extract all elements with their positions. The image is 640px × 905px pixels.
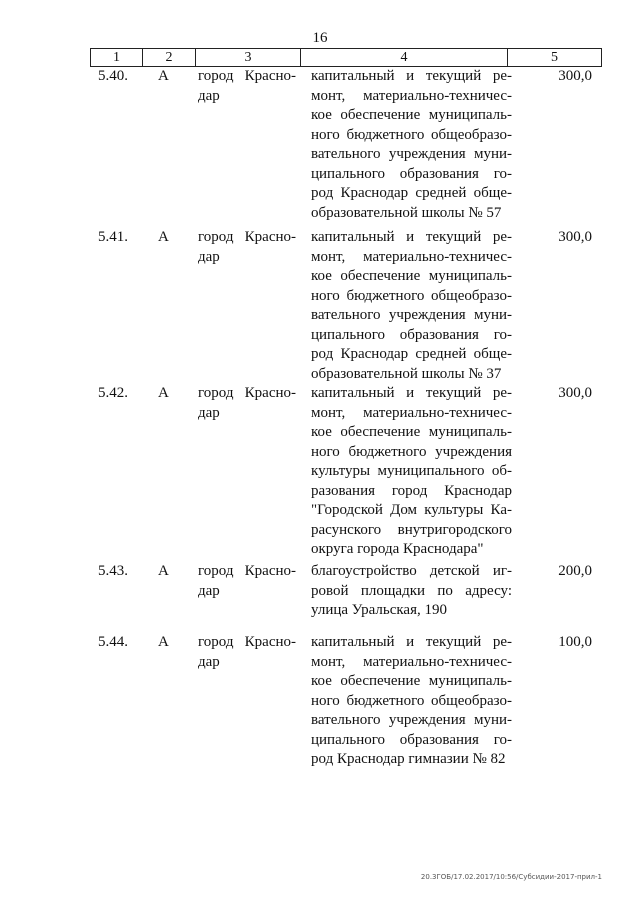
description-line: ного бюджетного учреждения <box>311 443 512 460</box>
description-line: ципального образования го- <box>311 731 512 748</box>
row-description <box>311 633 512 770</box>
place-line-2: дар <box>198 404 220 421</box>
row-number: 5.41. <box>98 229 128 245</box>
description-line: кое обеспечение муниципаль- <box>311 107 512 123</box>
description-line: род Краснодар средней обще- <box>311 185 512 201</box>
description-line: образовательной школы № 37 <box>311 365 502 382</box>
row-code: А <box>158 68 169 84</box>
row-amount: 300,0 <box>558 68 592 84</box>
description-line: культуры муниципального об- <box>311 463 512 479</box>
place-word-2: Красно- <box>244 229 296 245</box>
description-line: кое обеспечение муниципаль- <box>311 268 512 284</box>
description-line: расунского внутригородского <box>311 521 512 538</box>
place-line-2: дар <box>198 653 220 670</box>
description-line: монт, материально-техничес- <box>311 404 512 421</box>
row-number: 5.44. <box>98 634 128 650</box>
description-line: ципального образования го- <box>311 326 512 343</box>
header-col-5: 5 <box>551 50 558 65</box>
row-place <box>198 228 296 267</box>
row-code: А <box>158 229 169 245</box>
description-line: ного бюджетного общеобразо- <box>311 126 512 143</box>
place-line-2: дар <box>198 248 220 265</box>
row-number: 5.43. <box>98 563 128 579</box>
row-place <box>198 67 296 106</box>
row-number: 5.40. <box>98 68 128 84</box>
table-header <box>90 48 602 67</box>
description-line: кое обеспечение муниципаль- <box>311 424 512 440</box>
row-code: А <box>158 563 169 579</box>
row-place <box>198 633 296 672</box>
description-line: вательного учреждения муни- <box>311 146 512 162</box>
row-amount: 200,0 <box>558 563 592 579</box>
row-number: 5.42. <box>98 385 128 401</box>
description-line: род Краснодар гимназии № 82 <box>311 751 506 767</box>
description-line: ного бюджетного общеобразо- <box>311 692 512 709</box>
description-line: капитальный и текущий ре- <box>311 385 512 401</box>
header-col-3: 3 <box>196 49 301 66</box>
description-line: капитальный и текущий ре- <box>311 229 512 245</box>
place-word-1: город <box>198 563 234 579</box>
description-line: "Городской Дом культуры Ка- <box>311 502 512 518</box>
description-line: монт, материально-техничес- <box>311 87 512 104</box>
description-line: ровой площадки по адресу: <box>311 582 512 599</box>
row-description <box>311 228 512 384</box>
description-line: образовательной школы № 57 <box>311 204 502 221</box>
place-word-1: город <box>198 385 234 401</box>
description-line: улица Уральская, 190 <box>311 602 447 618</box>
page-number: 16 <box>312 30 328 46</box>
row-code: А <box>158 634 169 650</box>
header-col-4: 4 <box>301 49 508 66</box>
place-word-2: Красно- <box>244 634 296 650</box>
place-word-1: город <box>198 68 234 84</box>
description-line: кое обеспечение муниципаль- <box>311 673 512 689</box>
row-code: А <box>158 385 169 401</box>
description-line: монт, материально-техничес- <box>311 653 512 670</box>
description-line: округа города Краснодара" <box>311 541 484 557</box>
row-amount: 300,0 <box>558 385 592 401</box>
row-place <box>198 562 296 601</box>
row-place <box>198 384 296 423</box>
description-line: благоустройство детской иг- <box>311 563 512 579</box>
place-word-1: город <box>198 229 234 245</box>
description-line: монт, материально-техничес- <box>311 248 512 265</box>
header-col-2: 2 <box>143 49 196 66</box>
description-line: вательного учреждения муни- <box>311 712 512 728</box>
description-line: ципального образования го- <box>311 165 512 182</box>
description-line: вательного учреждения муни- <box>311 307 512 323</box>
place-word-2: Красно- <box>244 563 296 579</box>
place-line-2: дар <box>198 87 220 104</box>
place-word-2: Красно- <box>244 385 296 401</box>
place-line-2: дар <box>198 582 220 599</box>
row-description <box>311 562 512 621</box>
place-word-2: Красно- <box>244 68 296 84</box>
row-amount: 300,0 <box>558 229 592 245</box>
description-line: капитальный и текущий ре- <box>311 634 512 650</box>
place-word-1: город <box>198 634 234 650</box>
row-description <box>311 384 512 560</box>
footer-code: 20.3ГОБ/17.02.2017/10:56/Субсидии-2017-прил-1 <box>420 873 602 881</box>
row-amount: 100,0 <box>558 634 592 650</box>
description-line: разования город Краснодар <box>311 482 512 499</box>
header-col-1: 1 <box>91 49 143 66</box>
row-description <box>311 67 512 223</box>
description-line: ного бюджетного общеобразо- <box>311 287 512 304</box>
description-line: капитальный и текущий ре- <box>311 68 512 84</box>
description-line: род Краснодар средней обще- <box>311 346 512 362</box>
